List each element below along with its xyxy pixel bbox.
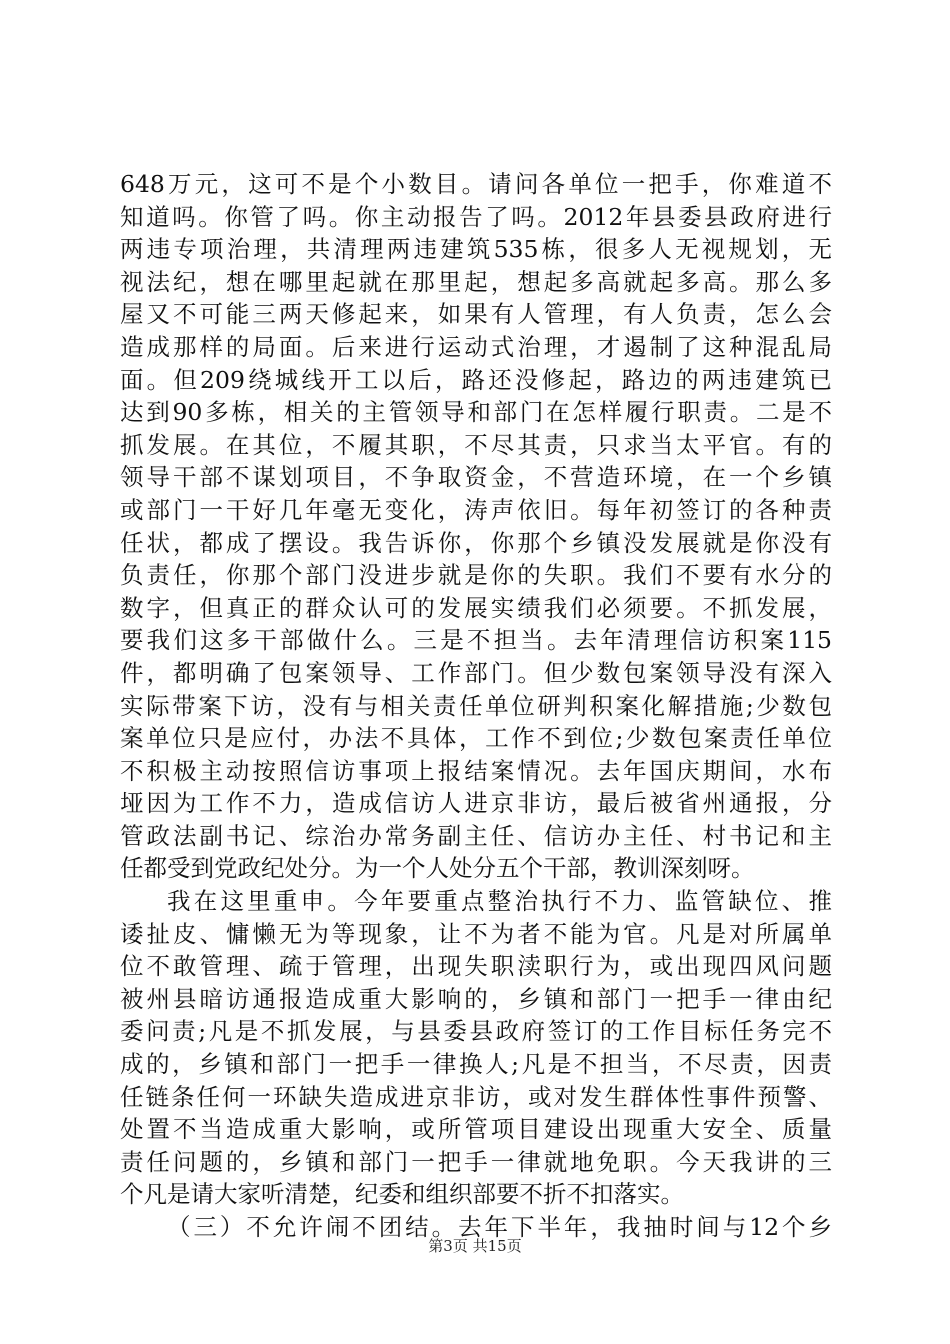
text-line: 实际带案下访，没有与相关责任单位研判积案化解措施;少数包 bbox=[120, 691, 832, 720]
text-line: 知道吗。你管了吗。你主动报告了吗。2012年县委县政府进行 bbox=[120, 202, 832, 231]
text-line: 不积极主动按照信访事项上报结案情况。去年国庆期间，水布 bbox=[120, 756, 832, 785]
text-line: 领导干部不谋划项目，不争取资金，不营造环境，在一个乡镇 bbox=[120, 463, 832, 492]
text-line: 造成那样的局面。后来进行运动式治理，才遏制了这种混乱局 bbox=[120, 332, 832, 361]
section-heading-line: （三）不允许闹不团结。去年下半年，我抽时间与12个乡 bbox=[167, 1213, 832, 1241]
paragraph-start-line: 我在这里重申。今年要重点整治执行不力、监管缺位、推 bbox=[167, 887, 832, 916]
text-line: 两违专项治理，共清理两违建筑535栋，很多人无视规划，无 bbox=[120, 235, 832, 264]
text-line: 达到90多栋，相关的主管领导和部门在怎样履行职责。二是不 bbox=[120, 398, 832, 427]
body-text bbox=[120, 168, 832, 1244]
text-line: 垭因为工作不力，造成信访人进京非访，最后被省州通报，分 bbox=[120, 789, 832, 818]
text-line: 处置不当造成重大影响，或所管项目建设出现重大安全、质量 bbox=[120, 1115, 832, 1144]
text-line: 成的，乡镇和部门一把手一律换人;凡是不担当，不尽责，因责 bbox=[120, 1050, 832, 1079]
text-line: 任链条任何一环缺失造成进京非访，或对发生群体性事件预警、 bbox=[120, 1082, 832, 1111]
text-line: 案单位只是应付，办法不具体，工作不到位;少数包案责任单位 bbox=[120, 724, 832, 753]
text-line: 或部门一干好几年毫无变化，涛声依旧。每年初签订的各种责 bbox=[120, 495, 832, 524]
text-line: 件，都明确了包案领导、工作部门。但少数包案领导没有深入 bbox=[120, 658, 832, 687]
text-line: 责任问题的，乡镇和部门一把手一律就地免职。今天我讲的三 bbox=[120, 1147, 832, 1176]
text-line: 数字，但真正的群众认可的发展实绩我们必须要。不抓发展， bbox=[120, 593, 832, 622]
text-line: 管政法副书记、综治办常务副主任、信访办主任、村书记和主 bbox=[120, 821, 832, 850]
page-number: 第3页 共15页 bbox=[428, 1237, 522, 1255]
text-line: 负责任，你那个部门没进步就是你的失职。我们不要有水分的 bbox=[120, 561, 832, 590]
text-line: 抓发展。在其位，不履其职，不尽其责，只求当太平官。有的 bbox=[120, 430, 832, 459]
paragraph-end-line: 个凡是请大家听清楚，纪委和组织部要不折不扣落实。 bbox=[120, 1180, 684, 1209]
text-line: 要我们这多干部做什么。三是不担当。去年清理信访积案115 bbox=[120, 626, 832, 655]
text-line: 被州县暗访通报造成重大影响的，乡镇和部门一把手一律由纪 bbox=[120, 984, 832, 1013]
text-line: 视法纪，想在哪里起就在那里起，想起多高就起多高。那么多 bbox=[120, 267, 832, 296]
text-line: 位不敢管理、疏于管理，出现失职渎职行为，或出现四风问题 bbox=[120, 952, 832, 981]
text-line: 任状，都成了摆设。我告诉你，你那个乡镇没发展就是你没有 bbox=[120, 528, 832, 557]
page-footer bbox=[0, 1236, 950, 1256]
text-line: 面。但209绕城线开工以后，路还没修起，路边的两违建筑已 bbox=[120, 365, 832, 394]
text-line: 诿扯皮、慵懒无为等现象，让不为者不能为官。凡是对所属单 bbox=[120, 919, 832, 948]
text-line: 648万元，这可不是个小数目。请问各单位一把手，你难道不 bbox=[120, 170, 832, 198]
text-line: 屋又不可能三两天修起来，如果有人管理，有人负责，怎么会 bbox=[120, 300, 832, 329]
text-line: 委问责;凡是不抓发展，与县委县政府签订的工作目标任务完不 bbox=[120, 1017, 832, 1046]
paragraph-end-line: 任都受到党政纪处分。为一个人处分五个干部，教训深刻呀。 bbox=[120, 854, 755, 883]
